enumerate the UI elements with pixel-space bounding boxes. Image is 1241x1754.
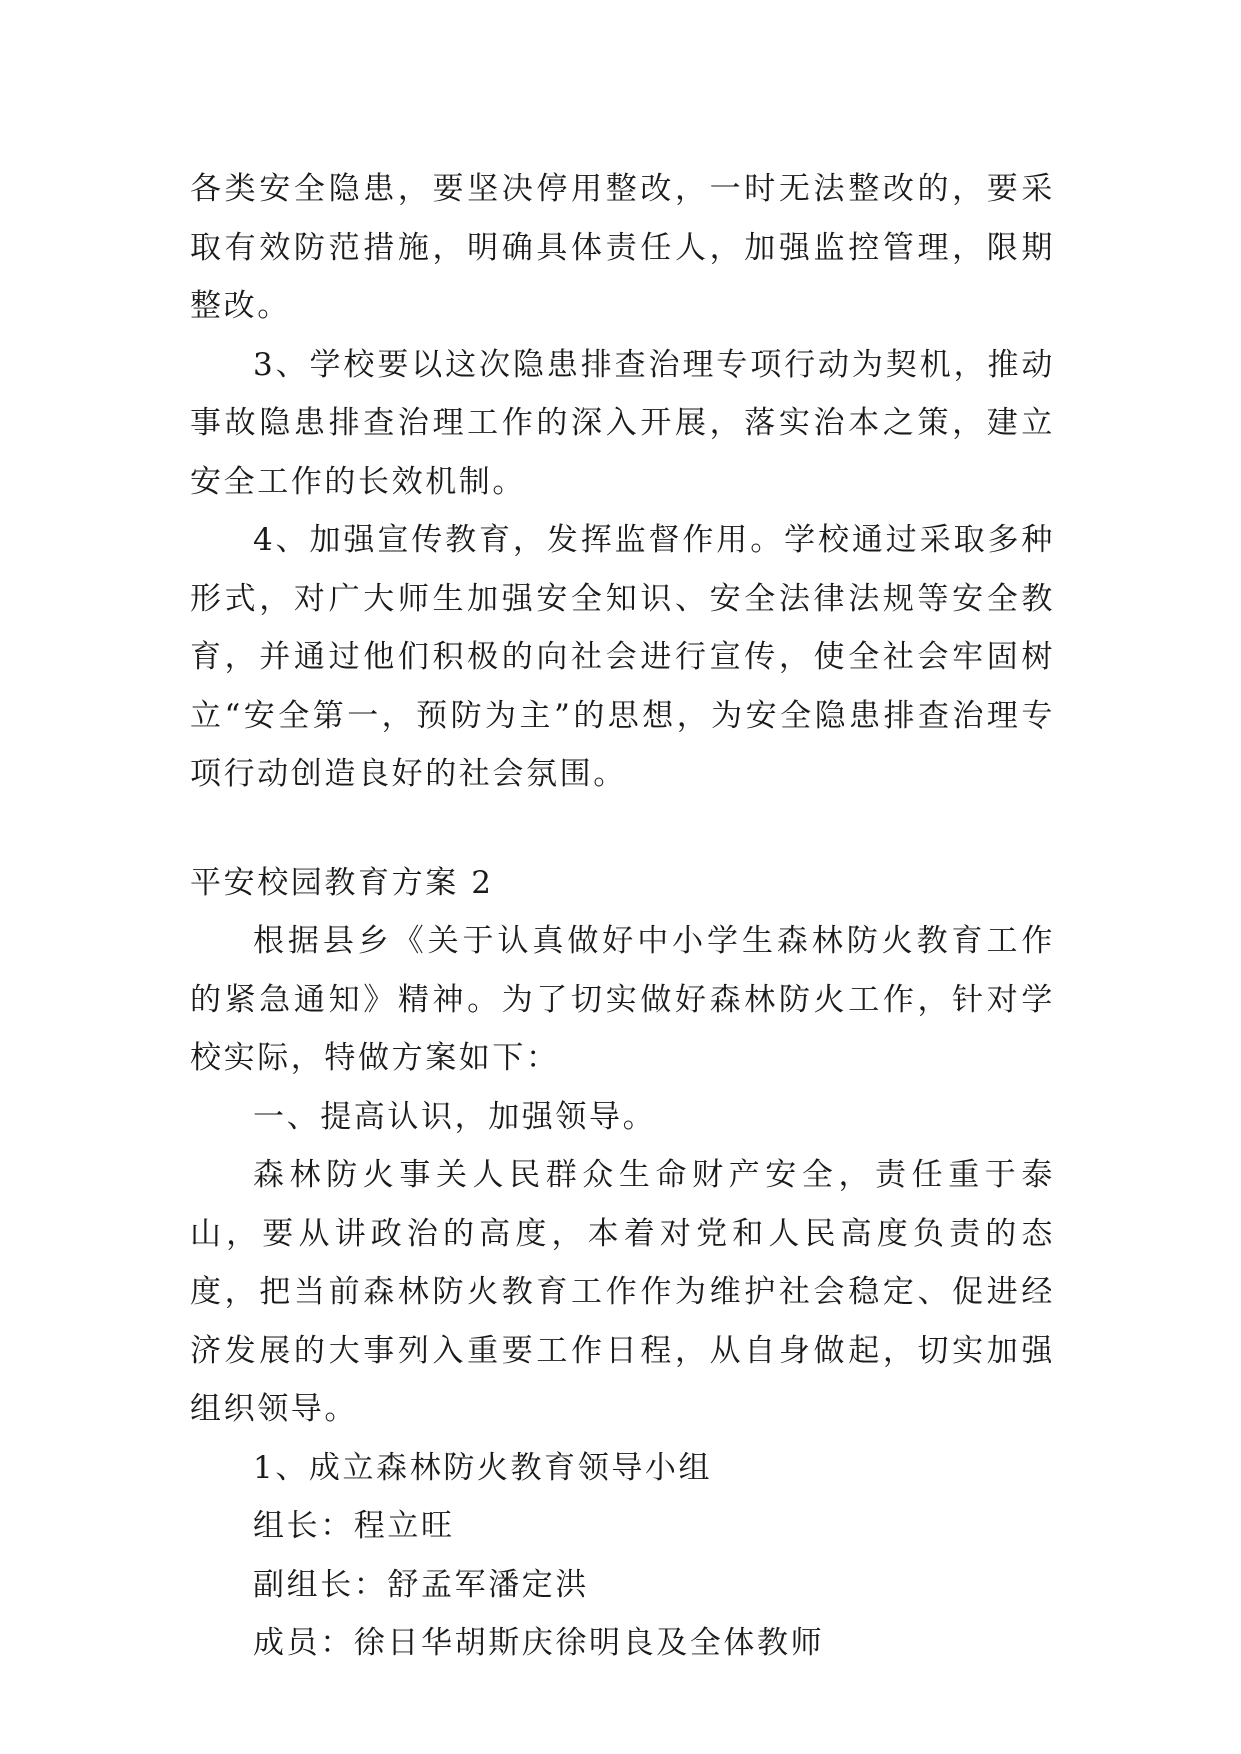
heading-one: 一、提高认识，加强领导。: [253, 1098, 657, 1135]
paragraph-item-4: 4、加强宣传教育，发挥监督作用。学校通过采取多种形式，对广大师生加强安全知识、安全法律法规等安全教育，并通过他们积极的向社会进行宣传，使全社会牢固树立“安全第一，预防为主”的思想，为安全隐患排查治理专项行动创造良好的社会氛围。: [190, 522, 1055, 792]
subheading-leading-group: 1、成立森林防火教育领导小组: [253, 1449, 713, 1486]
group-leader: 组长：程立旺: [253, 1508, 455, 1544]
paragraph-item-3: 3、学校要以这次隐患排查治理专项行动为契机，推动事故隐患排查治理工作的深入开展，落实治本之策，建立安全工作的长效机制。: [190, 346, 1055, 500]
section-title: 平安校园教育方案 2: [190, 864, 494, 901]
document-body: [190, 160, 1055, 1673]
section-spacer: [190, 804, 1055, 854]
group-members: 成员：徐日华胡斯庆徐明良及全体教师: [253, 1625, 825, 1661]
paragraph-intro: 根据县乡《关于认真做好中小学生森林防火教育工作的紧急通知》精神。为了切实做好森林防火工作，针对学校实际，特做方案如下：: [190, 923, 1055, 1076]
paragraph-fire-prevention: 森林防火事关人民群众生命财产安全，责任重于泰山，要从讲政治的高度，本着对党和人民高度负责的态度，把当前森林防火教育工作作为维护社会稳定、促进经济发展的大事列入重要工作日程，从自身做起，切实加强组织领导。: [190, 1157, 1055, 1427]
group-deputy: 副组长：舒孟军潘定洪: [253, 1566, 589, 1603]
paragraph-continuation: 各类安全隐患，要坚决停用整改，一时无法整改的，要采取有效防范措施，明确具体责任人，加强监控管理，限期整改。: [190, 171, 1055, 324]
